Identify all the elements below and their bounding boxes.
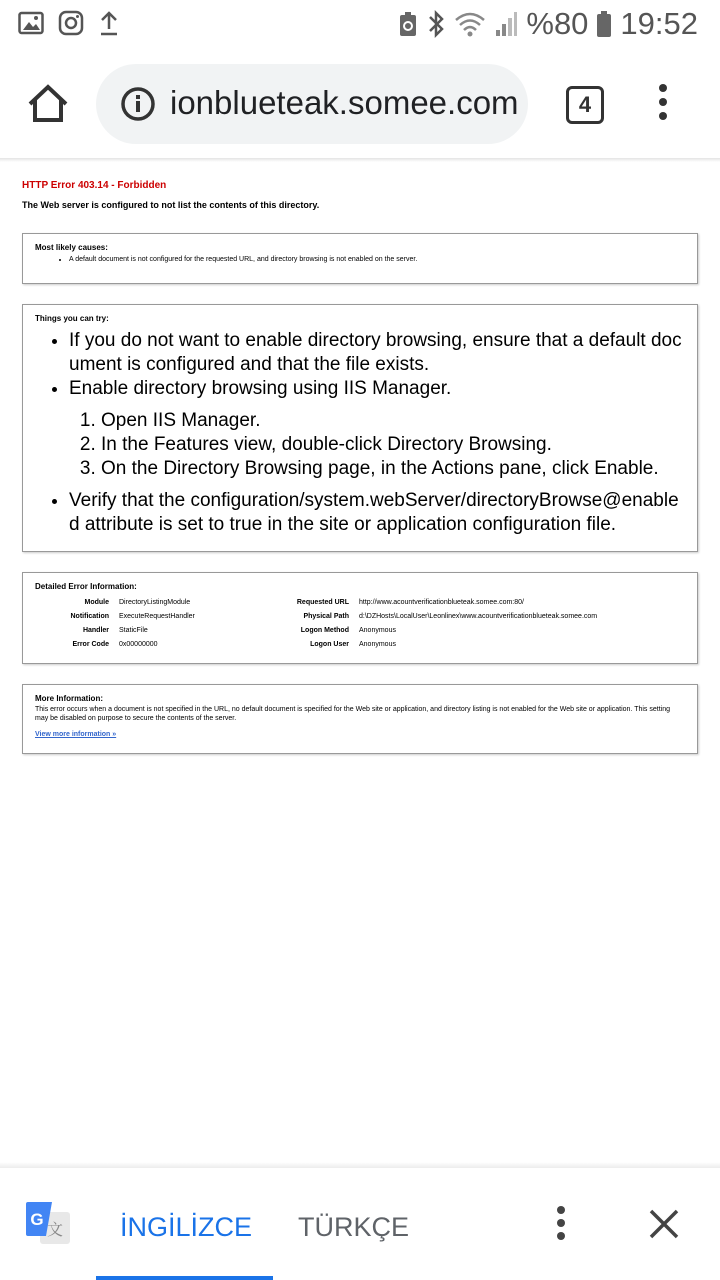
close-icon[interactable] [648, 1208, 680, 1240]
detail-key: Error Code [72, 641, 109, 648]
info-icon[interactable] [120, 86, 156, 122]
detail-key: Module [84, 599, 109, 606]
try-item-text: Enable directory browsing using IIS Manager. [69, 378, 452, 399]
svg-text:G: G [30, 1210, 44, 1229]
detail-key: Requested URL [296, 599, 349, 606]
more-info-text: This error occurs when a document is not specified in the URL, no default document is specified for the Web site or application, and directory listing is not enabled for the Web site or application. This setting may be disabled on purpose to secure the contents of the server. [35, 706, 671, 722]
causes-heading: Most likely causes: [35, 243, 108, 252]
browser-toolbar [0, 54, 720, 158]
view-more-link[interactable]: View more information » [35, 731, 117, 738]
details-heading: Detailed Error Information: [35, 582, 137, 591]
tab-switcher-button[interactable]: 4 [566, 86, 604, 124]
details-box [22, 572, 698, 664]
detail-value: Anonymous [359, 641, 396, 648]
more-info-box [22, 684, 698, 754]
selected-tab-indicator [96, 1276, 273, 1280]
wifi-icon [454, 10, 486, 38]
detail-key: Logon User [310, 641, 349, 648]
detail-key: Logon Method [300, 627, 349, 634]
address-bar[interactable] [96, 64, 528, 144]
web-page [22, 176, 698, 774]
error-title: HTTP Error 403.14 - Forbidden [22, 180, 167, 191]
try-item [69, 377, 685, 481]
more-menu-icon[interactable] [648, 84, 678, 124]
battery-icon [596, 10, 612, 38]
try-item: • If you do not want to enable directory browsing, ensure that a default document is configured and that the file exists. [69, 329, 685, 377]
signal-icon [494, 10, 518, 38]
error-subtitle: The Web server is configured to not list the contents of this directory. [22, 200, 320, 210]
translate-menu-icon[interactable] [554, 1206, 568, 1246]
tab-source-language[interactable]: İNGİLİZCE [120, 1212, 253, 1242]
google-translate-icon [24, 1200, 72, 1248]
detail-value: d:\DZHosts\LocalUser\Leonlinex\www.acountverificationblueteak.somee.com [359, 613, 598, 620]
url-text[interactable]: ionblueteak.somee.com [170, 84, 519, 121]
clock: 19:52 [620, 6, 698, 41]
gallery-icon [18, 11, 44, 35]
step-item: 3. On the Directory Browsing page, in the Actions pane, click Enable. [101, 457, 685, 481]
detail-value: StaticFile [119, 627, 148, 634]
more-info-heading: More Information: [35, 694, 103, 703]
detail-value: ExecuteRequestHandler [119, 613, 195, 620]
upload-icon [98, 10, 120, 36]
detail-value: 0x00000000 [119, 641, 158, 648]
toolbar-shadow [0, 158, 720, 162]
tab-target-language[interactable]: TÜRKÇE [298, 1212, 410, 1242]
detail-key: Physical Path [303, 613, 349, 620]
bluetooth-icon [426, 9, 446, 39]
things-heading: Things you can try: [35, 314, 109, 323]
cause-item: • A default document is not configured for the requested URL, and directory browsing is not enabled on the server. [69, 256, 685, 263]
detail-value: Anonymous [359, 627, 396, 634]
battery-percent: %80 [526, 6, 589, 41]
translate-bar [0, 1168, 720, 1280]
things-to-try-box [22, 304, 698, 552]
causes-box [22, 233, 698, 284]
status-bar [0, 0, 720, 54]
details-table [35, 597, 685, 651]
home-icon[interactable] [26, 82, 70, 126]
detail-value: DirectoryListingModule [119, 599, 191, 606]
try-item: • Verify that the configuration/system.webServer/directoryBrowse@enabled attribute is set to true in the site or application configuration file. [69, 489, 685, 537]
detail-key: Handler [82, 627, 109, 634]
step-item: 1. Open IIS Manager. [101, 409, 685, 433]
svg-text:文: 文 [46, 1220, 64, 1239]
step-item: 2. In the Features view, double-click Directory Browsing. [101, 433, 685, 457]
instagram-icon [58, 10, 84, 36]
detail-value: http://www.acountverificationblueteak.somee.com:80/ [359, 599, 524, 606]
detail-key: Notification [70, 613, 109, 620]
recycle-battery-icon [398, 10, 418, 38]
